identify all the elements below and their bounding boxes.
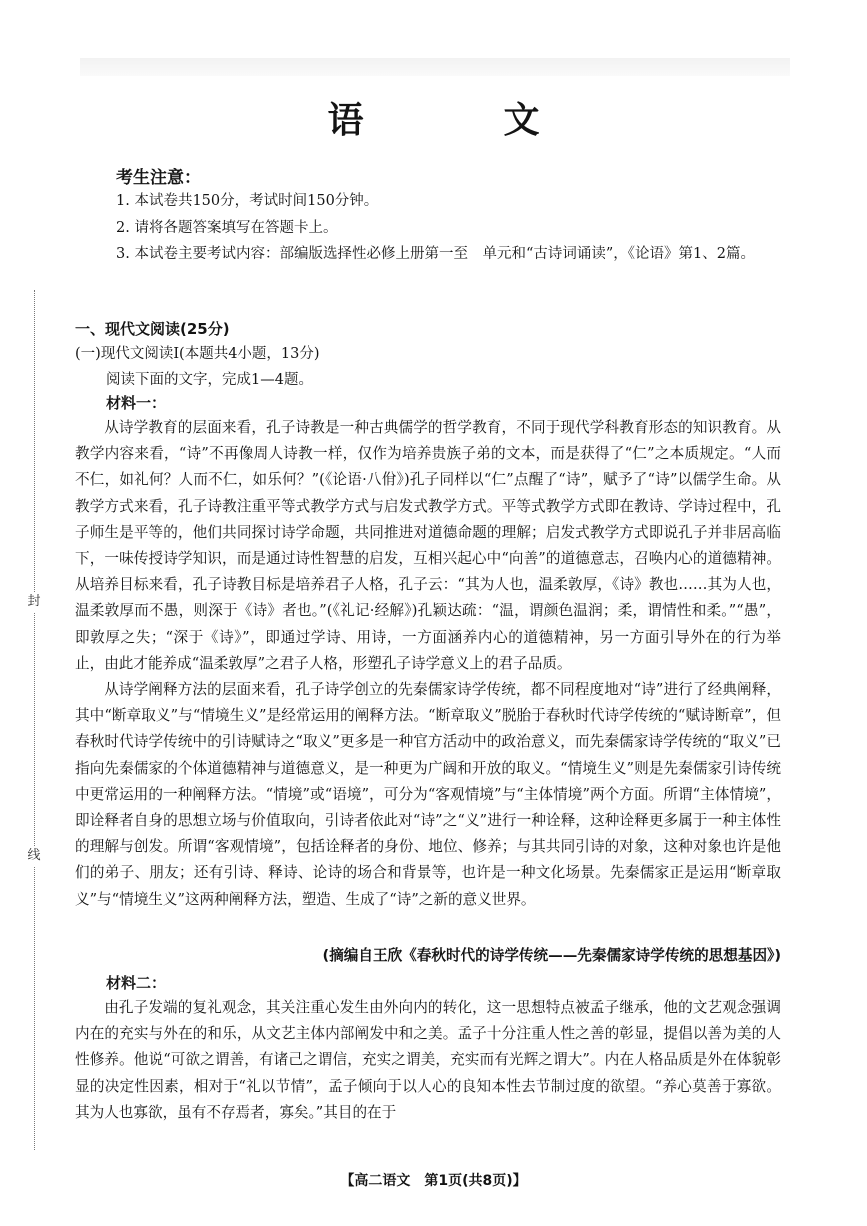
binding-dotted-line bbox=[34, 290, 35, 1150]
material-1-body bbox=[75, 415, 781, 913]
material-2-label: 材料二： bbox=[106, 974, 167, 992]
reading-instruction: 阅读下面的文字，完成1—4题。 bbox=[106, 372, 313, 388]
page-footer: 【高二语文 第1页(共8页)】 bbox=[340, 1173, 527, 1189]
scan-top-band bbox=[80, 58, 790, 76]
section-heading: 一、现代文阅读(25分) bbox=[75, 320, 230, 338]
binding-seal-label: 封 bbox=[24, 592, 44, 612]
notice-item-3: 3. 本试卷主要考试内容：部编版选择性必修上册第一至 单元和“古诗词诵读”，《论语》第1、2篇。 bbox=[116, 246, 755, 262]
subsection-heading: (一)现代文阅读Ⅰ(本题共4小题，13分) bbox=[75, 346, 320, 362]
notice-item-1: 1. 本试卷共150分，考试时间150分钟。 bbox=[116, 193, 379, 209]
binding-line-label: 线 bbox=[24, 846, 44, 866]
material-2-body bbox=[75, 995, 781, 1126]
page-title: 语 文 bbox=[327, 100, 592, 141]
material-1-label: 材料一： bbox=[106, 394, 167, 412]
notice-list bbox=[116, 188, 782, 268]
material-1-paragraph-2: 从诗学阐释方法的层面来看，孔子诗学创立的先秦儒家诗学传统，都不同程度地对“诗”进行了经典阐释，其中“断章取义”与“情境生义”是经常运用的阐释方法。“断章取义”脱胎于春秋时代诗学传统的“赋诗断章”，但春秋时代诗学传统中的引诗赋诗之“取义”更多是一种官方活动中的政治意义，而先秦儒家诗学传统的“取义”已指向先秦儒家的个体道德精神与道德意义，是一种更为广阔和开放的取义。“情境生义”则是先秦儒家引诗传统中更常运用的一种阐释方法。“情境”或“语境”，可分为“客观情境”与“主体情境”两个方面。所谓“主体情境”，即诠释者自身的思想立场与价值取向，引诗者依此对“诗”之“义”进行一种诠释，这种诠释更多属于一种主体性的理解与创发。所谓“客观情境”，包括诠释者的身份、地位、修养；与其共同引诗的对象，这种对象也许是他们的弟子、朋友；还有引诗、释诗、论诗的场合和背景等，也许是一种文化场景。先秦儒家正是运用“断章取义”与“情境生义”这两种阐释方法，塑造、生成了“诗”之新的意义世界。 bbox=[75, 681, 781, 908]
notice-item-2: 2. 请将各题答案填写在答题卡上。 bbox=[116, 219, 338, 236]
material-1-source: (摘编自王欣《春秋时代的诗学传统——先秦儒家诗学传统的思想基因》) bbox=[322, 947, 781, 964]
material-1-paragraph-1: 从诗学教育的层面来看，孔子诗教是一种古典儒学的哲学教育，不同于现代学科教育形态的知识教育。从教学内容来看，“诗”不再像周人诗教一样，仅作为培养贵族子弟的文本，而是获得了“仁”之本质规定。“人而不仁，如礼何？人而不仁，如乐何？”(《论语·八佾》)孔子同样以“仁”点醒了“诗”，赋予了“诗”以儒学生命。从教学方式来看，孔子诗教注重平等式教学方式与启发式教学方式。平等式教学方式即在教诗、学诗过程中，孔子师生是平等的，他们共同探讨诗学命题，共同推进对道德命题的理解；启发式教学方式即说孔子并非居高临下，一味传授诗学知识，而是通过诗性智慧的启发，互相兴起心中“向善”的道德意志，召唤内心的道德精神。从培养目标来看，孔子诗教目标是培养君子人格，孔子云：“其为人也，温柔敦厚，《诗》教也……其为人也，温柔敦厚而不愚，则深于《诗》者也。”(《礼记·经解》)孔颖达疏：“温，谓颜色温润；柔，谓情性和柔。”“愚”，即敦厚之失；“深于《诗》”，即通过学诗、用诗，一方面涵养内心的道德精神，另一方面引导外在的行为举止，由此才能养成“温柔敦厚”之君子人格，形塑孔子诗学意义上的君子品质。 bbox=[75, 419, 781, 672]
notice-heading: 考生注意： bbox=[116, 168, 201, 188]
material-2-paragraph-1: 由孔子发端的复礼观念，其关注重心发生由外向内的转化，这一思想特点被孟子继承，他的文艺观念强调内在的充实与外在的和乐，从文艺主体内部阐发中和之美。孟子十分注重人性之善的彰显，提倡以善为美的人性修养。他说“可欲之谓善，有诸己之谓信，充实之谓美，充实而有光辉之谓大”。内在人格品质是外在体貌彰显的决定性因素，相对于“礼以节情”，孟子倾向于以人心的良知本性去节制过度的欲望。“养心莫善于寡欲。其为人也寡欲，虽有不存焉者，寡矣。”其目的在于 bbox=[75, 999, 781, 1121]
